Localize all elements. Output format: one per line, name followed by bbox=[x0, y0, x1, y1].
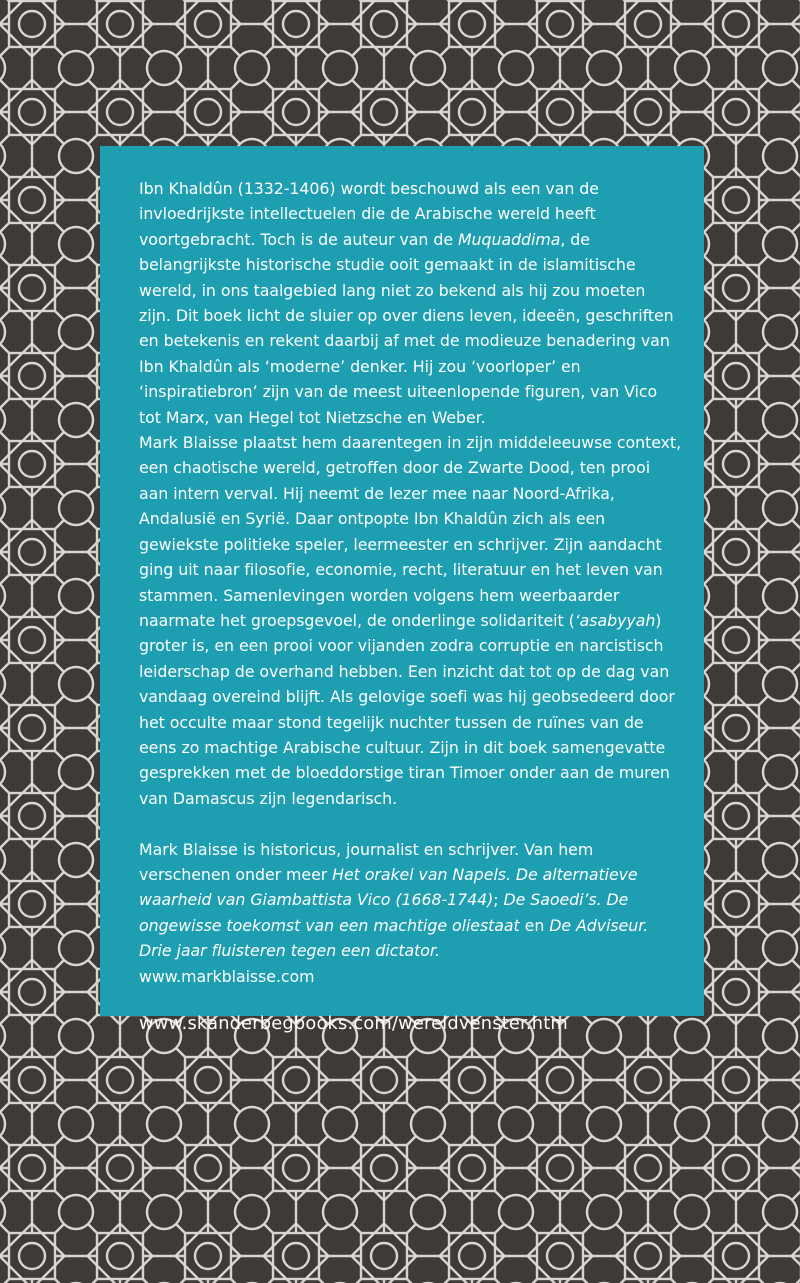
author-website[interactable]: www.markblaisse.com bbox=[139, 966, 315, 986]
author-bio: Mark Blaisse is historicus, journalist en schrijver. Van hem verschenen onder meer Het orakel van Napels. De alternatieve waarheid van Giambattista Vico (1668-1744); De Saoedi’s. De ongewisse toekomst van een machtige oliestaat en De Adviseur. Drie jaar fluisteren tegen een dictator. bbox=[139, 839, 649, 961]
book-title-orakel: Het orakel van Napels. De alternatieve waarheid van Giambattista Vico (1668-1744) bbox=[139, 864, 638, 910]
blurb-text bbox=[139, 176, 682, 989]
publisher-url[interactable]: www.skanderbegbooks.com/wereldvenster.htm bbox=[139, 1012, 568, 1034]
blurb-paragraph-1: Ibn Khaldûn (1332-1406) wordt beschouwd als een van de invloedrijkste intellectuelen die de Arabische wereld heeft voortgebracht. Toch is de auteur van de Muquaddima, de belangrijkste historische studie ooit gemaakt in de islamitische wereld, in ons taalgebied lang niet zo bekend als hij zou moeten zijn. Dit boek licht de sluier op over diens leven, ideeën, geschriften en betekenis en rekent daarbij af met de modieuze benadering van Ibn Khaldûn als ‘moderne’ denker. Hij zou ‘voorloper’ en ‘inspiratiebron’ zijn van de meest uiteenlopende figuren, van Vico tot Marx, van Hegel tot Nietzsche en Weber. bbox=[139, 179, 674, 427]
blurb-panel bbox=[100, 146, 704, 1034]
blurb-paragraph-2: Mark Blaisse plaatst hem daarentegen in zijn middeleeuwse context, een chaotische wereld, getroffen door de Zwarte Dood, ten prooi aan intern verval. Hij neemt de lezer mee naar Noord-Afrika, Andalusië en Syrië. Daar ontpopte Ibn Khaldûn zich als een gewiekste politieke speler, leermeester en schrijver. Zijn aandacht ging uit naar filosofie, economie, recht, literatuur en het leven van stammen. Samenlevingen worden volgens hem weerbaarder naarmate het groepsgevoel, de onderlinge solidariteit (‘asabyyah) groter is, en een prooi voor vijanden zodra corruptie en narcistisch leiderschap de overhand hebben. Een inzicht dat tot op de dag van vandaag overeind blijft. Als gelovige soefi was hij geobsedeerd door het occulte maar stond tegelijk nuchter tussen de ruïnes van de eens zo machtige Arabische cultuur. Zijn in dit boek samengevatte gesprekken met de bloeddorstige tiran Timoer onder aan de muren van Damascus zijn legendarisch. bbox=[139, 433, 682, 808]
book-title-adviseur: De Adviseur. Drie jaar fluisteren tegen een dictator. bbox=[139, 915, 649, 961]
term-asabyyah: ‘asabyyah bbox=[574, 610, 656, 630]
book-title-saoedis: De Saoedi’s. De ongewisse toekomst van een machtige oliestaat bbox=[139, 890, 629, 935]
work-title-muquaddima: Muquaddima bbox=[457, 229, 561, 249]
